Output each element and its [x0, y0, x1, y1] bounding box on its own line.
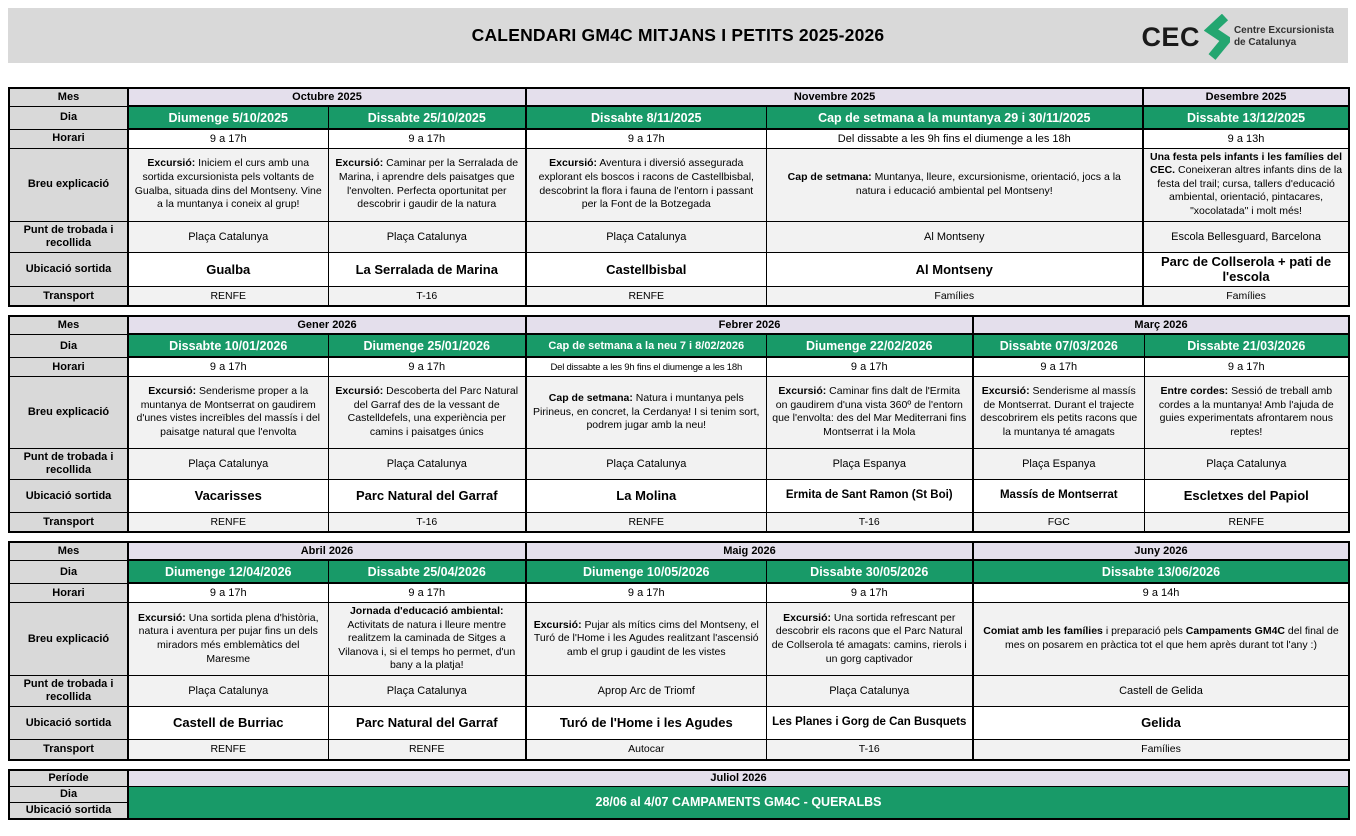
- description-bold: Excursió:: [778, 385, 827, 398]
- row-label-mes: Mes: [9, 88, 128, 106]
- row-label-dia: Dia: [9, 106, 128, 129]
- time-cell: 9 a 17h: [328, 357, 526, 376]
- transport-cell: T-16: [766, 740, 973, 760]
- description-text: Activitats de natura i lleure mentre realitzem la caminada de Sitges a Vilanova i, si el temps ho permet, d'un bany a la platja!: [338, 618, 516, 672]
- transport-cell: T-16: [328, 286, 526, 306]
- time-cell: Del dissabte a les 9h fins el diumenge a les 18h: [766, 129, 1143, 148]
- description-cell: [328, 376, 526, 448]
- row-label-periode: Període: [9, 770, 128, 787]
- day-header: Dissabte 25/10/2025: [328, 106, 526, 129]
- description-bold: Excursió:: [148, 385, 197, 398]
- row-label-breu: Breu explicació: [9, 376, 128, 448]
- description-text: Natura i muntanya pels Pirineus, en concret, la Cerdanya! I si tenim sort, podrem jugar amb la neu!: [533, 391, 760, 432]
- location-cell: Parc de Collserola + pati de l'escola: [1143, 252, 1349, 286]
- description-text: Muntanya, lleure, excursionisme, orientació, jocs a la natura i educació ambiental pel Montseny!: [855, 170, 1121, 197]
- time-cell: 9 a 17h: [973, 357, 1144, 376]
- day-header: Dissabte 13/06/2026: [973, 560, 1349, 583]
- month-header: Maig 2026: [526, 542, 973, 560]
- cec-logo-name-line1: Centre Excursionista: [1233, 25, 1334, 36]
- transport-cell: FGC: [973, 512, 1144, 532]
- meeting-point-cell: Plaça Catalunya: [128, 221, 328, 252]
- description-text: Sessió de treball amb cordes a la muntanya! Amb l'ajuda de guies experimentats afrontarem nous reptes!: [1158, 385, 1334, 439]
- description-cell: [128, 148, 328, 221]
- description-bold: Jornada d'educació ambiental:: [349, 604, 504, 617]
- description-bold: Comiat amb les famílies: [983, 625, 1103, 638]
- month-header: Juny 2026: [973, 542, 1349, 560]
- description-cell: [766, 602, 973, 675]
- meeting-point-cell: Aprop Arc de Triomf: [526, 676, 766, 707]
- calendar-table-apr-jun: [8, 541, 1350, 760]
- location-cell: Turó de l'Home i les Agudes: [526, 707, 766, 740]
- meeting-point-cell: Escola Bellesguard, Barcelona: [1143, 221, 1349, 252]
- day-header: Diumenge 5/10/2025: [128, 106, 328, 129]
- cec-logo: [1141, 14, 1334, 60]
- month-header: Abril 2026: [128, 542, 526, 560]
- location-cell: Les Planes i Gorg de Can Busquets: [766, 707, 973, 740]
- description-text: Caminar fins dalt de l'Ermita on gaudirem d'una vista 360º de l'entorn que l'envolta: des del Mar Mediterrani fins Montserrat i la Mola: [772, 385, 967, 439]
- row-label-horari: Horari: [9, 357, 128, 376]
- description-cell: [973, 602, 1349, 675]
- row-label-transport: Transport: [9, 286, 128, 306]
- description-bold: Excursió:: [147, 157, 196, 170]
- description-text: Senderisme al massís de Montserrat. Durant el trajecte descobrirem els petits racons que la muntanya té amagats: [980, 385, 1138, 439]
- transport-cell: T-16: [766, 512, 973, 532]
- month-header: Gener 2026: [128, 316, 526, 334]
- meeting-point-cell: Plaça Catalunya: [526, 448, 766, 479]
- description-text: Caminar per la Serralada de Marina, i aprendre dels paisatges que l'envolten. Perfecta oportunitat per descobrir i gaudir de la natura: [338, 157, 519, 211]
- row-label-horari: Horari: [9, 583, 128, 602]
- description-bold: Excursió:: [981, 385, 1030, 398]
- location-cell: Gualba: [128, 252, 328, 286]
- meeting-point-cell: Plaça Catalunya: [328, 221, 526, 252]
- day-header: Diumenge 12/04/2026: [128, 560, 328, 583]
- day-header: Dissabte 8/11/2025: [526, 106, 766, 129]
- page-title: CALENDARI GM4C MITJANS I PETITS 2025-2026: [471, 25, 885, 45]
- description-text: Una sortida refrescant per descobrir els racons que el Parc Natural de Collserola té amagats: camins, rierols i un gorg captivador: [771, 611, 967, 665]
- description-bold: Excursió:: [137, 611, 186, 624]
- day-header: Cap de setmana a la neu 7 i 8/02/2026: [526, 334, 766, 357]
- month-header: Febrer 2026: [526, 316, 973, 334]
- day-header: Dissabte 30/05/2026: [766, 560, 973, 583]
- day-header: Diumenge 22/02/2026: [766, 334, 973, 357]
- description-text: Descoberta del Parc Natural del Garraf des de la vessant de Castelldefels, una experiència per camins i paisatges únics: [347, 385, 519, 439]
- row-label-punt: Punt de trobada i recollida: [9, 676, 128, 707]
- description-bold: Una festa pels infants i les famílies del CEC.: [1150, 150, 1343, 177]
- meeting-point-cell: Al Montseny: [766, 221, 1143, 252]
- row-label-dia: Dia: [9, 787, 128, 803]
- row-label-dia: Dia: [9, 334, 128, 357]
- time-cell: 9 a 17h: [1144, 357, 1349, 376]
- row-label-punt: Punt de trobada i recollida: [9, 221, 128, 252]
- meeting-point-cell: Plaça Catalunya: [128, 676, 328, 707]
- description-bold: Entre cordes:: [1160, 385, 1229, 398]
- location-cell: Castellbisbal: [526, 252, 766, 286]
- description-text: del final de mes on posarem en pràctica tot el que hem après durant tot l'any :): [1005, 625, 1339, 651]
- description-cell: [766, 376, 973, 448]
- location-cell: Parc Natural del Garraf: [328, 707, 526, 740]
- month-header: Març 2026: [973, 316, 1349, 334]
- meeting-point-cell: Plaça Catalunya: [1144, 448, 1349, 479]
- location-cell: Parc Natural del Garraf: [328, 479, 526, 512]
- meeting-point-cell: Plaça Espanya: [766, 448, 973, 479]
- row-label-dia: Dia: [9, 560, 128, 583]
- day-header: Dissabte 13/12/2025: [1143, 106, 1349, 129]
- time-cell: 9 a 17h: [526, 129, 766, 148]
- description-cell: [1144, 376, 1349, 448]
- description-cell: [328, 148, 526, 221]
- month-header: Novembre 2025: [526, 88, 1143, 106]
- meeting-point-cell: Plaça Catalunya: [128, 448, 328, 479]
- description-text: Iniciem el curs amb una sortida excursionista pels voltants de Gualba, situada dins del Montseny. Vine a la muntanya i coneix al grup!: [134, 157, 322, 211]
- time-cell: 9 a 13h: [1143, 129, 1349, 148]
- day-header: Dissabte 25/04/2026: [328, 560, 526, 583]
- transport-cell: RENFE: [128, 286, 328, 306]
- meeting-point-cell: Plaça Espanya: [973, 448, 1144, 479]
- row-label-breu: Breu explicació: [9, 148, 128, 221]
- cec-logo-name-line2: de Catalunya: [1233, 37, 1297, 48]
- location-cell: Castell de Burriac: [128, 707, 328, 740]
- location-cell: Escletxes del Papiol: [1144, 479, 1349, 512]
- location-cell: La Serralada de Marina: [328, 252, 526, 286]
- location-cell: Al Montseny: [766, 252, 1143, 286]
- day-header: Dissabte 10/01/2026: [128, 334, 328, 357]
- period-table: [8, 769, 1350, 820]
- description-text: Aventura i diversió assegurada explorant els boscos i racons de Castellbisbal, descobrint la flora i fauna de l'entorn i passant per la Font de la Botzegada: [538, 157, 754, 211]
- row-label-ubicacio: Ubicació sortida: [9, 252, 128, 286]
- transport-cell: Famílies: [766, 286, 1143, 306]
- description-bold: Excursió:: [549, 157, 598, 170]
- meeting-point-cell: Plaça Catalunya: [328, 448, 526, 479]
- description-cell: [973, 376, 1144, 448]
- time-cell: 9 a 17h: [128, 357, 328, 376]
- meeting-point-cell: Castell de Gelida: [973, 676, 1349, 707]
- row-label-breu: Breu explicació: [9, 602, 128, 675]
- description-text: Pujar als mítics cims del Montseny, el Turó de l'Home i les Agudes realitzant l'ascensió amb el grup i gaudint de les vistes: [533, 618, 759, 658]
- description-cell: [526, 148, 766, 221]
- row-label-mes: Mes: [9, 316, 128, 334]
- time-cell: 9 a 17h: [328, 583, 526, 602]
- description-bold: Excursió:: [783, 611, 832, 624]
- description-cell: [526, 376, 766, 448]
- location-cell: La Molina: [526, 479, 766, 512]
- time-cell: Del dissabte a les 9h fins el diumenge a les 18h: [526, 357, 766, 376]
- day-header: Dissabte 21/03/2026: [1144, 334, 1349, 357]
- title-bar: [8, 8, 1348, 63]
- month-header: Desembre 2025: [1143, 88, 1349, 106]
- time-cell: 9 a 17h: [128, 129, 328, 148]
- transport-cell: RENFE: [1144, 512, 1349, 532]
- campaments-cell: 28/06 al 4/07 CAMPAMENTS GM4C - QUERALBS: [128, 787, 1349, 819]
- row-label-ubicacio: Ubicació sortida: [9, 707, 128, 740]
- transport-cell: RENFE: [526, 286, 766, 306]
- description-text: Senderisme proper a la muntanya de Montserrat on gaudirem d'unes vistes increïbles del massís i del paisatge natural que l'envolta: [136, 385, 320, 439]
- description-cell: [128, 376, 328, 448]
- time-cell: 9 a 17h: [328, 129, 526, 148]
- description-bold: Cap de setmana:: [787, 170, 872, 183]
- cec-logo-name: [1234, 25, 1334, 49]
- description-bold: Excursió:: [335, 157, 384, 170]
- description-text: Coneixeran altres infants dins de la festa del trail; cursa, tallers d'educació ambiental, orientació, pintacares, "xocolatada" i molt més!: [1157, 164, 1343, 218]
- description-bold: Campaments GM4C: [1185, 625, 1285, 638]
- transport-cell: RENFE: [128, 512, 328, 532]
- time-cell: 9 a 17h: [526, 583, 766, 602]
- meeting-point-cell: Plaça Catalunya: [766, 676, 973, 707]
- row-label-transport: Transport: [9, 512, 128, 532]
- location-cell: Vacarisses: [128, 479, 328, 512]
- description-cell: [328, 602, 526, 675]
- location-cell: Massís de Montserrat: [973, 479, 1144, 512]
- time-cell: 9 a 14h: [973, 583, 1349, 602]
- row-label-mes: Mes: [9, 542, 128, 560]
- row-label-punt: Punt de trobada i recollida: [9, 448, 128, 479]
- time-cell: 9 a 17h: [128, 583, 328, 602]
- time-cell: 9 a 17h: [766, 583, 973, 602]
- time-cell: 9 a 17h: [766, 357, 973, 376]
- day-header: Diumenge 10/05/2026: [526, 560, 766, 583]
- calendar-table-jan-mar: [8, 315, 1350, 533]
- description-bold: Excursió:: [533, 618, 582, 631]
- day-header: Cap de setmana a la muntanya 29 i 30/11/2025: [766, 106, 1143, 129]
- cec-zigzag-icon: [1204, 14, 1230, 60]
- location-cell: Ermita de Sant Ramon (St Boi): [766, 479, 973, 512]
- day-header: Diumenge 25/01/2026: [328, 334, 526, 357]
- description-cell: [766, 148, 1143, 221]
- row-label-horari: Horari: [9, 129, 128, 148]
- transport-cell: RENFE: [128, 740, 328, 760]
- description-cell: [526, 602, 766, 675]
- cec-logo-acronym: CEC: [1141, 21, 1200, 52]
- transport-cell: RENFE: [526, 512, 766, 532]
- transport-cell: Famílies: [1143, 286, 1349, 306]
- transport-cell: RENFE: [328, 740, 526, 760]
- transport-cell: Famílies: [973, 740, 1349, 760]
- description-text: i preparació pels: [1102, 625, 1186, 638]
- row-label-transport: Transport: [9, 740, 128, 760]
- description-cell: [1143, 148, 1349, 221]
- period-month-header: Juliol 2026: [128, 770, 1349, 787]
- meeting-point-cell: Plaça Catalunya: [526, 221, 766, 252]
- description-bold: Cap de setmana:: [548, 391, 633, 404]
- description-cell: [128, 602, 328, 675]
- description-text: Una sortida plena d'història, natura i aventura per pujar fins un dels miradors més emblemàtics del Maresme: [138, 611, 319, 665]
- month-header: Octubre 2025: [128, 88, 526, 106]
- calendar-table-oct-dec: [8, 87, 1350, 307]
- row-label-ubicacio: Ubicació sortida: [9, 803, 128, 819]
- description-bold: Excursió:: [335, 385, 384, 398]
- meeting-point-cell: Plaça Catalunya: [328, 676, 526, 707]
- transport-cell: Autocar: [526, 740, 766, 760]
- day-header: Dissabte 07/03/2026: [973, 334, 1144, 357]
- row-label-ubicacio: Ubicació sortida: [9, 479, 128, 512]
- transport-cell: T-16: [328, 512, 526, 532]
- location-cell: Gelida: [973, 707, 1349, 740]
